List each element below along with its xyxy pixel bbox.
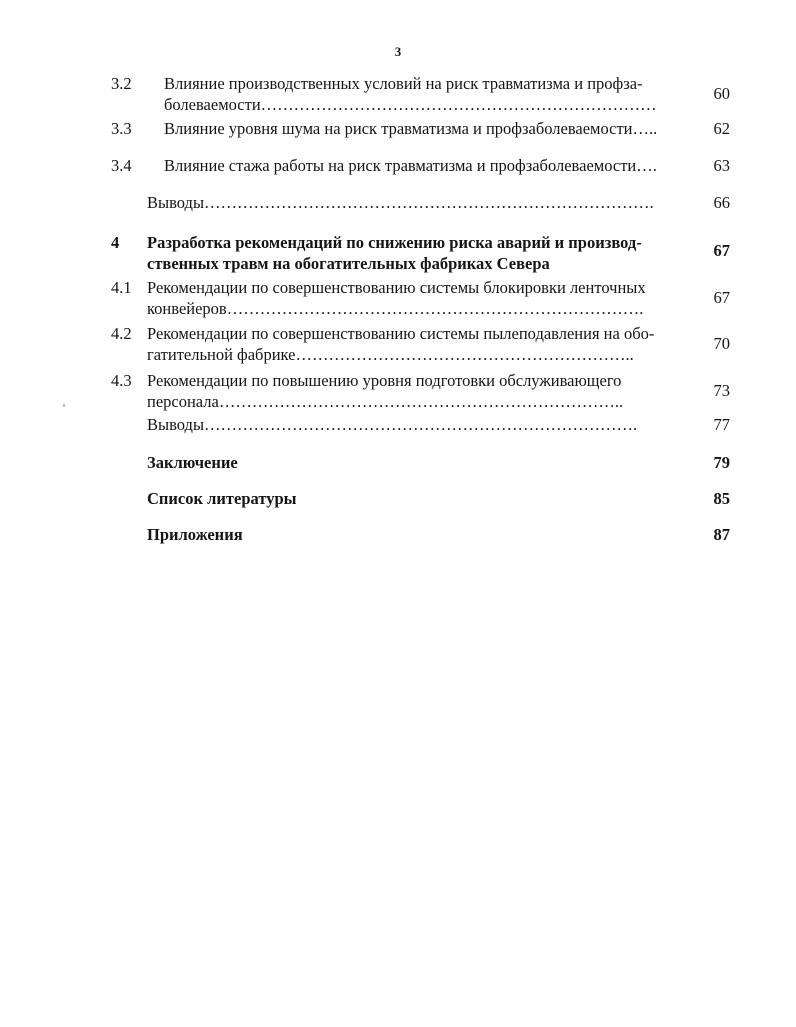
toc-entry-page: 77 [713,415,730,434]
toc-entry-title: Заключение [147,453,238,472]
toc-entry-title: Рекомендации по совершенствованию системы блокировки ленточных конвейеров…………………………………………………………………. [147,278,646,318]
toc-entry-title: Выводы………………………………………………………………………. [147,193,654,212]
toc-entry-page: 87 [713,525,730,544]
toc-entry-page: 67 [713,288,730,307]
toc-entry-title: Приложения [147,525,243,544]
toc-entry-number: 3.3 [111,119,132,138]
toc-entry-title: Влияние производственных условий на риск травматизма и профза- болеваемости……………………………………………………………… [164,74,657,114]
toc-entry-number: 4.2 [111,324,132,343]
toc-entry-title: Список литературы [147,489,297,508]
toc-entry-page: 60 [713,84,730,103]
toc-entry-number: 4 [111,233,120,252]
toc-entry-title: Влияние уровня шума на риск травматизма и профзаболеваемости….. [164,119,658,138]
toc-entry-title: Рекомендации по совершенствованию системы пылеподавления на обо- гатительной фабрике…………………………………………………….. [147,324,655,364]
toc-entry-page: 79 [713,453,730,472]
toc-entry-title: Влияние стажа работы на риск травматизма и профзаболеваемости…. [164,156,657,175]
toc-entry-page: 73 [713,381,730,400]
scan-mark [63,404,65,407]
toc-entry-page: 85 [713,489,730,508]
toc-entry-title: Выводы……………………………………………………………………. [147,415,638,434]
toc-entry-number: 3.2 [111,74,132,93]
toc-entry-page: 63 [713,156,730,175]
toc-entry-title: Разработка рекомендаций по снижению риска аварий и производ- ственных травм на обогатительных фабриках Севера [147,233,642,273]
toc-entry-number: 4.3 [111,371,132,390]
toc-entry-number: 3.4 [111,156,132,175]
toc-entry-page: 67 [713,241,730,260]
toc-entry-page: 70 [713,334,730,353]
toc-entry-number: 4.1 [111,278,132,297]
toc-entry-page: 66 [713,193,730,212]
toc-entry-title: Рекомендации по повышению уровня подготовки обслуживающего персонала……………………………………………………………….. [147,371,624,411]
toc-entry-page: 62 [713,119,730,138]
page-number: 3 [394,44,402,59]
